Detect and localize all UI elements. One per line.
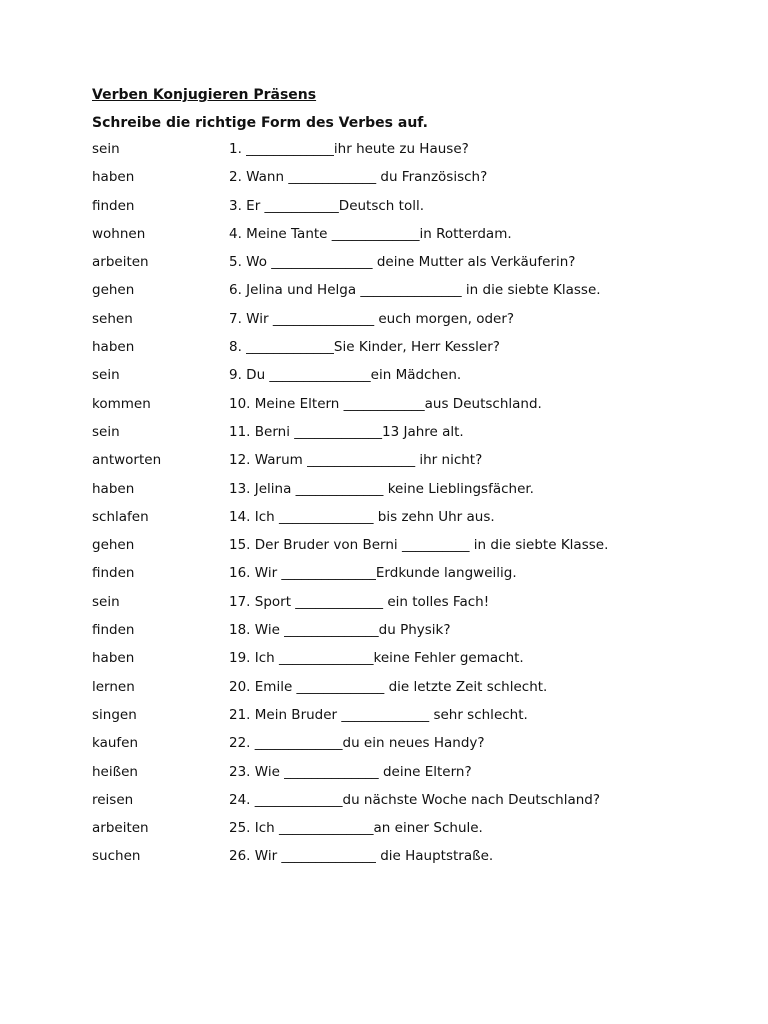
exercise-sentence: 6. Jelina und Helga _______________ in die siebte Klasse. xyxy=(229,282,601,299)
exercise-row xyxy=(92,537,732,565)
exercise-sentence: 1. _____________ihr heute zu Hause? xyxy=(229,141,469,157)
exercise-row xyxy=(92,594,732,622)
exercise-verb: sein xyxy=(92,593,120,610)
exercise-row xyxy=(92,565,732,593)
exercise-row xyxy=(92,254,732,282)
exercise-sentence: 10. Meine Eltern ____________aus Deutschland. xyxy=(229,395,542,412)
exercise-row xyxy=(92,396,732,424)
worksheet xyxy=(92,85,732,877)
exercise-sentence: 24. _____________du nächste Woche nach Deutschland? xyxy=(229,791,601,808)
exercise-row xyxy=(92,679,732,707)
exercise-sentence: 12. Warum ________________ ihr nicht? xyxy=(229,452,483,469)
exercise-verb: gehen xyxy=(92,282,135,299)
exercise-row xyxy=(92,141,732,169)
exercise-sentence: 15. Der Bruder von Berni __________ in die siebte Klasse. xyxy=(229,537,609,554)
exercise-sentence: 22. _____________du ein neues Handy? xyxy=(229,735,485,752)
exercise-verb: lernen xyxy=(92,678,135,695)
exercise-verb: arbeiten xyxy=(92,820,149,837)
exercise-sentence: 2. Wann _____________ du Französisch? xyxy=(229,169,488,186)
exercise-sentence: 7. Wir _______________ euch morgen, oder? xyxy=(229,310,515,327)
exercise-row xyxy=(92,622,732,650)
exercise-verb: wohnen xyxy=(92,225,146,242)
exercise-verb: haben xyxy=(92,339,135,356)
exercise-row xyxy=(92,650,732,678)
exercise-verb: gehen xyxy=(92,537,135,554)
exercise-sentence: 18. Wie ______________du Physik? xyxy=(229,622,451,639)
exercise-row xyxy=(92,820,732,848)
exercise-row xyxy=(92,282,732,310)
exercise-verb: sein xyxy=(92,141,120,157)
exercise-row xyxy=(92,481,732,509)
exercise-sentence: 13. Jelina _____________ keine Lieblingsfächer. xyxy=(229,480,534,497)
exercise-sentence: 26. Wir ______________ die Hauptstraße. xyxy=(229,848,494,865)
exercise-verb: schlafen xyxy=(92,508,149,525)
exercise-sentence: 20. Emile _____________ die letzte Zeit schlecht. xyxy=(229,678,548,695)
exercise-sentence: 19. Ich ______________keine Fehler gemacht. xyxy=(229,650,524,667)
exercise-sentence: 11. Berni _____________13 Jahre alt. xyxy=(229,423,464,440)
worksheet-instruction: Schreibe die richtige Form des Verbes auf. xyxy=(92,115,428,131)
exercise-sentence: 14. Ich ______________ bis zehn Uhr aus. xyxy=(229,508,495,525)
exercise-verb: singen xyxy=(92,706,137,723)
exercise-verb: sehen xyxy=(92,310,133,327)
exercise-verb: finden xyxy=(92,565,135,582)
exercise-sentence: 23. Wie ______________ deine Eltern? xyxy=(229,763,472,780)
exercise-row xyxy=(92,792,732,820)
exercise-verb: sein xyxy=(92,423,120,440)
exercise-verb: haben xyxy=(92,650,135,667)
exercise-row xyxy=(92,424,732,452)
exercise-row xyxy=(92,735,732,763)
exercise-row xyxy=(92,198,732,226)
exercise-verb: haben xyxy=(92,480,135,497)
exercise-sentence: 5. Wo _______________ deine Mutter als Verkäuferin? xyxy=(229,254,576,271)
exercise-row xyxy=(92,226,732,254)
worksheet-title: Verben Konjugieren Präsens xyxy=(92,87,317,103)
exercise-verb: kaufen xyxy=(92,735,139,752)
exercise-verb: kommen xyxy=(92,395,151,412)
exercise-verb: suchen xyxy=(92,848,141,865)
exercise-sentence: 9. Du _______________ein Mädchen. xyxy=(229,367,462,384)
exercise-verb: finden xyxy=(92,622,135,639)
exercise-row xyxy=(92,169,732,197)
exercise-verb: sein xyxy=(92,367,120,384)
exercise-verb: reisen xyxy=(92,791,134,808)
exercise-row xyxy=(92,707,732,735)
exercise-sentence: 21. Mein Bruder _____________ sehr schlecht. xyxy=(229,706,528,723)
exercise-verb: heißen xyxy=(92,763,138,780)
exercise-sentence: 8. _____________Sie Kinder, Herr Kessler? xyxy=(229,339,500,356)
exercise-verb: finden xyxy=(92,197,135,214)
exercise-sentence: 16. Wir ______________Erdkunde langweilig. xyxy=(229,565,517,582)
exercise-verb: antworten xyxy=(92,452,162,469)
exercise-sentence: 25. Ich ______________an einer Schule. xyxy=(229,820,483,837)
exercise-row xyxy=(92,367,732,395)
exercise-row xyxy=(92,452,732,480)
exercise-list xyxy=(92,141,732,877)
exercise-verb: haben xyxy=(92,169,135,186)
exercise-row xyxy=(92,339,732,367)
exercise-row xyxy=(92,764,732,792)
exercise-row xyxy=(92,509,732,537)
exercise-verb: arbeiten xyxy=(92,254,149,271)
exercise-row xyxy=(92,848,732,876)
exercise-sentence: 3. Er ___________Deutsch toll. xyxy=(229,197,424,214)
exercise-row xyxy=(92,311,732,339)
exercise-sentence: 4. Meine Tante _____________in Rotterdam. xyxy=(229,225,512,242)
exercise-sentence: 17. Sport _____________ ein tolles Fach! xyxy=(229,593,490,610)
